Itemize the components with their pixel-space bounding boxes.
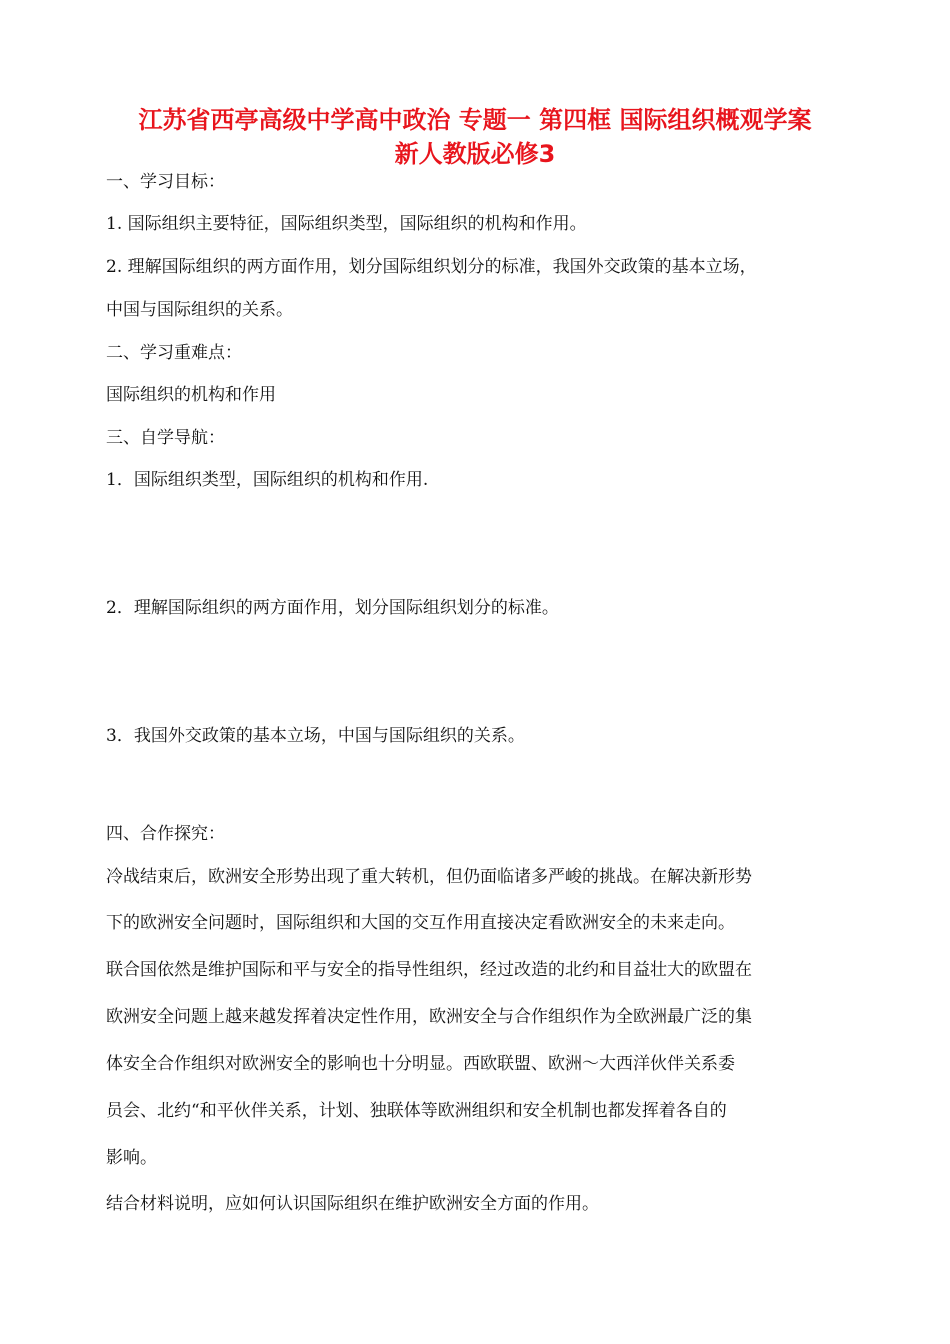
section1-heading: 一、学习目标： [106,172,225,192]
section4-paragraph-line: 冷战结束后，欧洲安全形势出现了重大转机，但仍面临诸多严峻的挑战。在解决新形势 [106,867,752,887]
section2-heading: 二、学习重难点： [106,343,242,363]
section4-paragraph-line: 影响。 [106,1148,157,1168]
section2-text: 国际组织的机构和作用 [106,385,276,405]
section4-paragraph-line: 员会、北约“和平伙伴关系，计划、独联体等欧洲组织和安全机制也都发挥着各自的 [106,1101,727,1121]
section4-paragraph-line: 联合国依然是维护国际和平与安全的指导性组织，经过改造的北约和目益壮大的欧盟在 [106,960,752,980]
section4-question: 结合材料说明，应如何认识国际组织在维护欧洲安全方面的作用。 [106,1194,599,1214]
section4-paragraph-line: 体安全合作组织对欧洲安全的影响也十分明显。西欧联盟、欧洲～大西洋伙伴关系委 [106,1054,735,1074]
document-title-line2: 新人教版必修3 [394,140,556,168]
section3-item3: 3．我国外交政策的基本立场，中国与国际组织的关系。 [106,726,525,746]
section4-paragraph-line: 欧洲安全问题上越来越发挥着决定性作用，欧洲安全与合作组织作为全欧洲最广泛的集 [106,1007,752,1027]
section1-item1: 1. 国际组织主要特征，国际组织类型，国际组织的机构和作用。 [106,214,587,234]
section3-item2: 2．理解国际组织的两方面作用，划分国际组织划分的标准。 [106,598,559,618]
section1-item2-line1: 2. 理解国际组织的两方面作用，划分国际组织划分的标准，我国外交政策的基本立场， [106,257,757,277]
document-title-line1: 江苏省西亭高级中学高中政治 专题一 第四框 国际组织概观学案 [138,106,812,134]
section4-paragraph-line: 下的欧洲安全问题时，国际组织和大国的交互作用直接决定看欧洲安全的未来走向。 [106,913,735,933]
section3-item1: 1．国际组织类型，国际组织的机构和作用. [106,470,429,490]
section4-heading: 四、合作探究： [106,824,225,844]
section3-heading: 三、自学导航： [106,428,225,448]
section1-item2-line2: 中国与国际组织的关系。 [106,300,293,320]
